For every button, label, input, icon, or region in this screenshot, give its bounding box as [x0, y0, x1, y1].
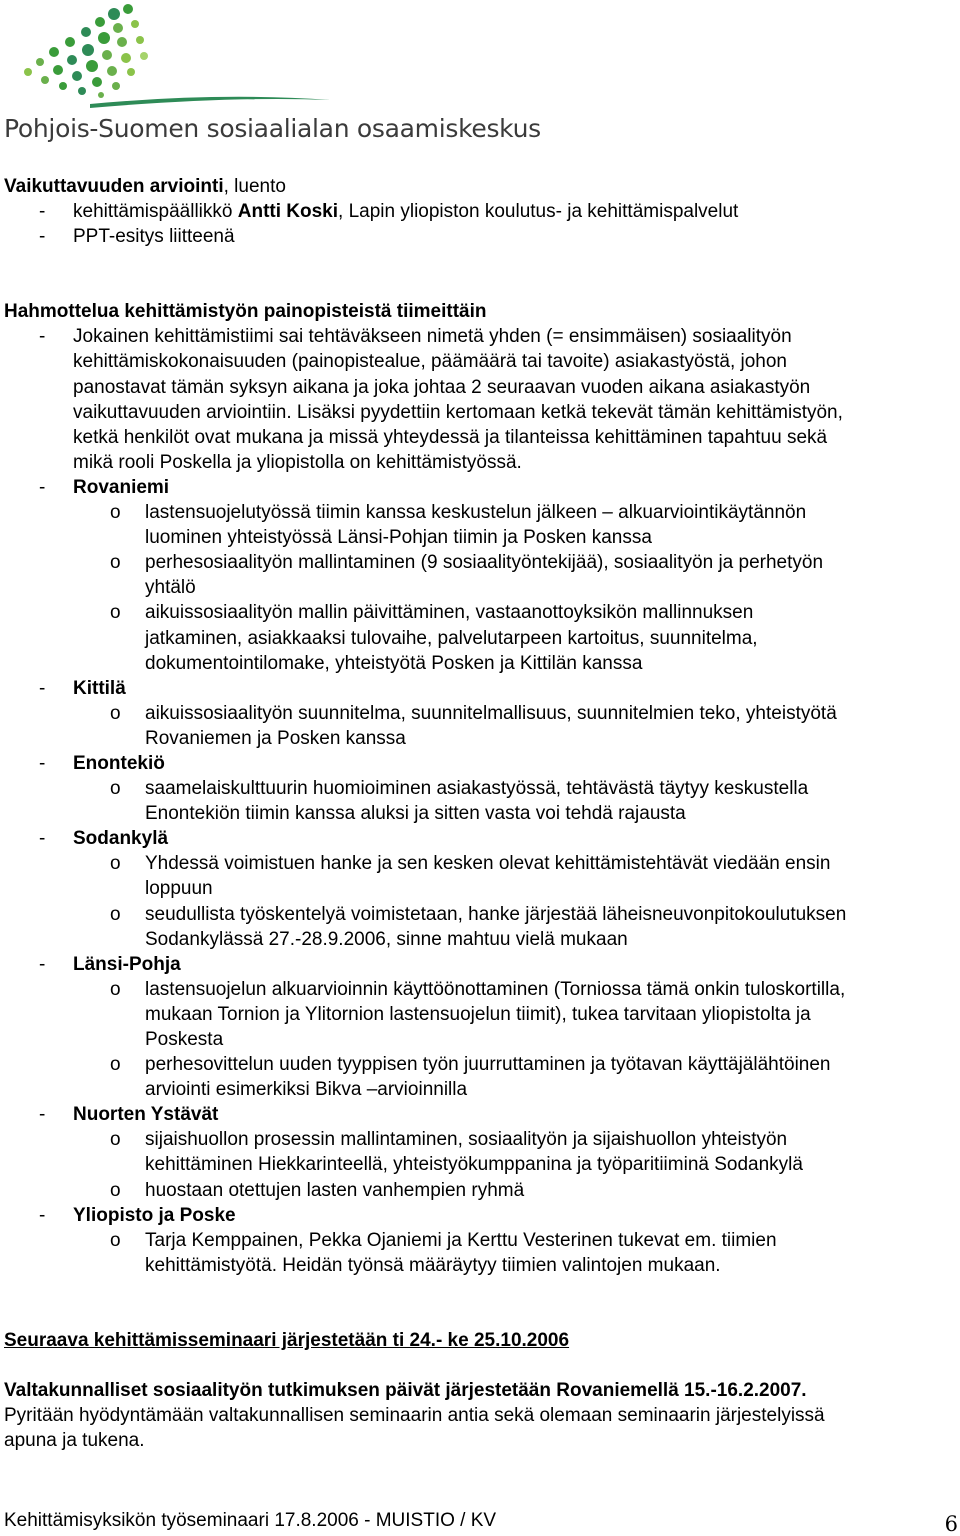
- list-item-text: kehittämispäällikkö: [73, 201, 238, 223]
- list-item-text: , Lapin yliopiston koulutus- ja kehittämispalvelut: [338, 201, 739, 223]
- intro-line: [4, 324, 954, 349]
- section-title-rest: , luento: [223, 176, 286, 197]
- intro-line: [4, 425, 954, 450]
- team-item-line: [4, 1077, 954, 1102]
- team-item-line: [4, 876, 954, 901]
- team-item-text: Poskesta: [145, 1029, 224, 1050]
- team-item-text: lastensuojelutyössä tiimin kanssa keskustelun jälkeen – alkuarviointikäytännön: [145, 502, 807, 524]
- team-item-text: yhtälö: [145, 577, 196, 599]
- next-seminar-notice: [4, 1328, 954, 1353]
- team-item-text: luominen yhteistyössä Länsi-Pohjan tiimin ja Posken kanssa: [145, 527, 652, 549]
- next-seminar-text: Seuraava kehittämisseminaari järjestetään ti 24.- ke 25.10.2006: [4, 1329, 570, 1351]
- page-number: 6: [944, 1512, 958, 1536]
- intro-line: [4, 375, 954, 400]
- team-item-text: aikuissosiaalityön suunnitelma, suunnitelmallisuus, suunnitelmien teko, yhteistyötä: [145, 702, 837, 724]
- research-days-line: [4, 1403, 954, 1428]
- bullet-marker: o: [110, 978, 121, 1000]
- speaker-name: Antti Koski: [237, 201, 339, 223]
- team-item-text: perhesovittelun uuden tyyppisen työn juurruttaminen ja työtavan käyttäjälähtöinen: [145, 1054, 831, 1076]
- intro-text: panostavat tämän syksyn aikana ja joka johtaa 2 seuraavan vuoden aikana asiakastyön: [73, 376, 811, 398]
- dash-marker: -: [39, 828, 46, 850]
- dash-marker: -: [39, 953, 46, 975]
- team-item-text: jatkaminen, asiakkaaksi tulovaihe, palvelutarpeen kartoitus, suunnitelma,: [145, 627, 758, 649]
- memo-body: [4, 174, 954, 1453]
- bullet-marker: o: [110, 702, 121, 724]
- bullet-marker: o: [110, 903, 121, 925]
- dash-marker: -: [39, 326, 46, 348]
- bullet-marker: o: [110, 602, 121, 624]
- team-item-line: [4, 1052, 954, 1077]
- team-item-text: saamelaiskulttuurin huomioiminen asiakastyössä, tehtävästä täytyy keskustella: [145, 778, 809, 800]
- intro-line: [4, 450, 954, 475]
- bullet-marker: o: [110, 1229, 121, 1251]
- section-title-bold: Vaikuttavuuden arviointi: [4, 176, 224, 197]
- team-item-text: dokumentointilomake, yhteistyötä Posken ja Kittilän kanssa: [145, 652, 643, 674]
- team-heading: [4, 826, 954, 851]
- team-name: Kittilä: [73, 677, 126, 699]
- team-item-line: [4, 851, 954, 876]
- team-item-text: huostaan otettujen lasten vanhempien ryhmä: [145, 1179, 525, 1201]
- dash-marker: -: [39, 476, 46, 498]
- logo-swoosh: [90, 97, 330, 108]
- list-item: [4, 224, 954, 249]
- dash-marker: -: [39, 226, 46, 248]
- research-days-title: [4, 1378, 954, 1403]
- team-list: [4, 475, 954, 1278]
- team-item-text: sijaishuollon prosessin mallintaminen, sosiaalityön ja sijaishuollon yhteistyön: [145, 1129, 788, 1151]
- team-item-text: perhesosiaalityön mallintaminen (9 sosiaalityöntekijää), sosiaalityön ja perhetyön: [145, 552, 824, 574]
- section-title-impact-evaluation: [4, 174, 954, 199]
- research-days-text: Pyritään hyödyntämään valtakunnallisen seminaarin antia sekä olemaan seminaarin järjestelyissä: [4, 1405, 825, 1427]
- team-item-line: [4, 651, 954, 676]
- dash-marker: -: [39, 201, 46, 223]
- list-item-text: PPT-esitys liitteenä: [73, 226, 235, 248]
- team-item-text: Sodankylässä 27.-28.9.2006, sinne mahtuu vielä mukaan: [145, 928, 628, 950]
- intro-text: kehittämiskokonaisuuden (painopistealue, päämäärä tai tavoite) asiakastyöstä, johon: [73, 351, 787, 373]
- dash-marker: -: [39, 1204, 46, 1226]
- team-item-text: mukaan Tornion ja Ylitornion lastensuojelun tiimit), tukea tarvitaan yliopistolta ja: [145, 1003, 811, 1025]
- team-item-line: [4, 1127, 954, 1152]
- section-title: Hahmottelua kehittämistyön painopisteistä tiimeittäin: [4, 301, 487, 323]
- page-footer: [4, 1510, 958, 1536]
- team-heading: [4, 751, 954, 776]
- research-days-title-text: Valtakunnalliset sosiaalityön tutkimuksen päivät järjestetään Rovaniemellä 15.-16.2.2007.: [4, 1380, 807, 1402]
- team-item-text: Enontekiön tiimin kanssa aluksi ja sitten vasta voi tehdä rajausta: [145, 803, 686, 825]
- team-item-text: Rovaniemen ja Posken kanssa: [145, 727, 406, 749]
- team-item-line: [4, 1228, 954, 1253]
- team-heading: [4, 676, 954, 701]
- team-item-text: kehittämistyötä. Heidän työnsä määräytyy tiimien valintojen mukaan.: [145, 1254, 721, 1276]
- team-item-text: loppuun: [145, 878, 213, 900]
- footer-text: Kehittämisyksikön työseminaari 17.8.2006 - MUISTIO / KV: [4, 1510, 497, 1531]
- team-item-text: aikuissosiaalityön mallin päivittäminen, vastaanottoyksikön mallinnuksen: [145, 602, 754, 624]
- intro-line: [4, 400, 954, 425]
- team-item-line: [4, 500, 954, 525]
- team-name: Rovaniemi: [73, 476, 170, 498]
- team-item-text: arviointi esimerkiksi Bikva –arvioinnilla: [145, 1079, 468, 1101]
- research-days-text: apuna ja tukena.: [4, 1430, 145, 1452]
- team-heading: [4, 475, 954, 500]
- bullet-marker: o: [110, 853, 121, 875]
- bullet-marker: o: [110, 1179, 121, 1201]
- organization-name: Pohjois-Suomen sosiaalialan osaamiskeskus: [4, 114, 541, 143]
- dash-marker: -: [39, 1104, 46, 1126]
- intro-text: vaikuttavuuden arviointiin. Lisäksi pyydettiin kertomaan ketkä tekevät tämän kehittämistyön,: [73, 401, 843, 423]
- section-title-team-priorities: [4, 299, 954, 324]
- team-name: Sodankylä: [73, 828, 169, 850]
- bullet-marker: o: [110, 1054, 121, 1076]
- team-item-line: [4, 726, 954, 751]
- team-name: Yliopisto ja Poske: [73, 1204, 236, 1226]
- team-item-line: [4, 1027, 954, 1052]
- spacer: [4, 1353, 954, 1378]
- team-name: Länsi-Pohja: [73, 953, 181, 975]
- team-item-line: [4, 626, 954, 651]
- team-item-line: [4, 1178, 954, 1203]
- team-item-line: [4, 1253, 954, 1278]
- list-item: [4, 199, 954, 224]
- intro-text: mikä rooli Poskella ja yliopistolla on kehittämistyössä.: [73, 451, 522, 473]
- intro-line: [4, 349, 954, 374]
- team-item-line: [4, 550, 954, 575]
- team-name: Enontekiö: [73, 752, 165, 774]
- team-item-line: [4, 600, 954, 625]
- team-heading: [4, 952, 954, 977]
- team-item-text: seudullista työskentelyä voimistetaan, hanke järjestää läheisneuvonpitokoulutuksen: [145, 903, 847, 925]
- dash-marker: -: [39, 677, 46, 699]
- intro-text: ketkä henkilöt ovat mukana ja missä yhteydessä ja tilanteissa kehittäminen tapahtuu sekä: [73, 426, 828, 448]
- research-days-line: [4, 1428, 954, 1453]
- team-item-line: [4, 1002, 954, 1027]
- team-item-line: [4, 902, 954, 927]
- logo-dots-graphic: [0, 0, 440, 112]
- team-item-line: [4, 776, 954, 801]
- intro-text: Jokainen kehittämistiimi sai tehtäväkseen nimetä yhden (= ensimmäisen) sosiaalityön: [73, 326, 792, 348]
- team-name: Nuorten Ystävät: [73, 1104, 219, 1126]
- team-item-line: [4, 801, 954, 826]
- organization-logo: [0, 0, 541, 150]
- team-heading: [4, 1203, 954, 1228]
- team-item-line: [4, 927, 954, 952]
- team-heading: [4, 1102, 954, 1127]
- team-item-text: Tarja Kemppainen, Pekka Ojaniemi ja Kerttu Vesterinen tukevat em. tiimien: [145, 1229, 777, 1251]
- bullet-marker: o: [110, 502, 121, 524]
- bullet-marker: o: [110, 552, 121, 574]
- bullet-marker: o: [110, 1129, 121, 1151]
- team-item-text: Yhdessä voimistuen hanke ja sen kesken olevat kehittämistehtävät viedään ensin: [145, 853, 831, 875]
- logo-dots: [24, 4, 148, 98]
- team-item-line: [4, 1152, 954, 1177]
- spacer: [4, 249, 954, 299]
- team-item-text: lastensuojelun alkuarvioinnin käyttöönottaminen (Torniossa tämä onkin tuloskortilla,: [145, 978, 846, 1000]
- dash-marker: -: [39, 752, 46, 774]
- team-item-line: [4, 525, 954, 550]
- bullet-marker: o: [110, 778, 121, 800]
- team-item-line: [4, 977, 954, 1002]
- team-item-text: kehittäminen Hiekkarinteellä, yhteistyökumppanina ja työparitiiminä Sodankylä: [145, 1154, 803, 1176]
- team-item-line: [4, 701, 954, 726]
- team-item-line: [4, 575, 954, 600]
- spacer: [4, 1278, 954, 1328]
